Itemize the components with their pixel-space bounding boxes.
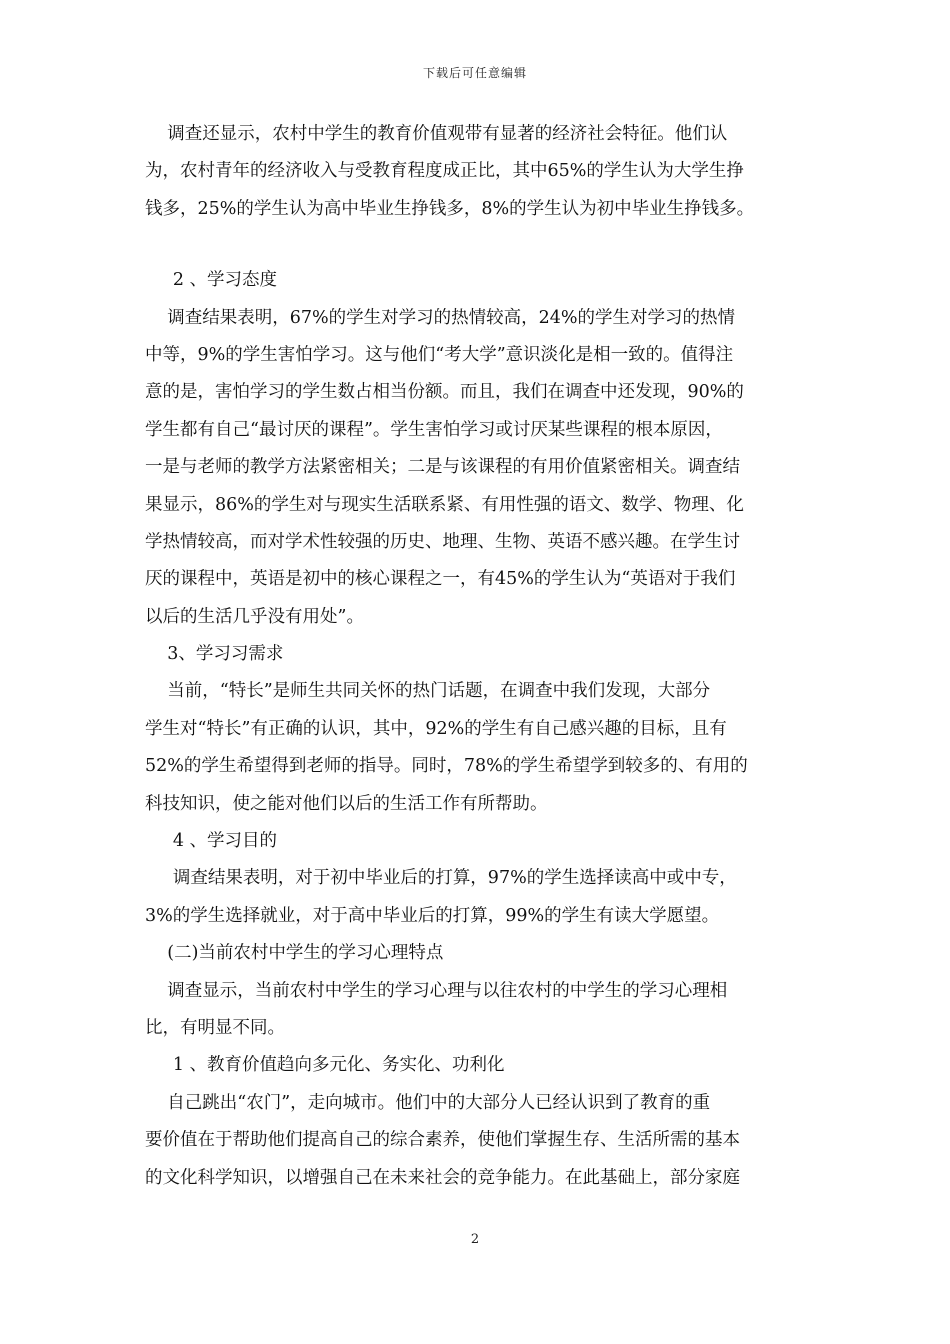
text-line: 钱多，25%的学生认为高中毕业生挣钱多，8%的学生认为初中毕业生挣钱多。 <box>145 198 755 219</box>
text-line: 厌的课程中，英语是初中的核心课程之一，有45%的学生认为“英语对于我们 <box>145 569 736 590</box>
section-heading-education-value-trend: 1 、教育价值趋向多元化、务实化、功利化 <box>145 1055 505 1076</box>
text-line: 调查还显示，农村中学生的教育价值观带有显著的经济社会特征。他们认 <box>145 124 728 144</box>
paragraph-education-value-trend <box>145 1085 810 1197</box>
paragraph-economic-values <box>145 116 810 228</box>
text-line: 为，农村青年的经济收入与受教育程度成正比，其中65%的学生认为大学生挣 <box>145 161 744 182</box>
paragraph-learning-goals <box>145 860 810 935</box>
text-line: 的文化科学知识，以增强自己在未来社会的竞争能力。在此基础上，部分家庭 <box>145 1167 740 1188</box>
section-heading-learning-needs: 3、学习习需求 <box>145 644 284 665</box>
text-line: 3%的学生选择就业，对于高中毕业后的打算，99%的学生有读大学愿望。 <box>145 905 720 926</box>
text-line: 学生对“特长”有正确的认识，其中，92%的学生有自己感兴趣的目标，且有 <box>145 718 727 739</box>
paragraph-learning-psychology <box>145 973 810 1048</box>
text-line: 调查结果表明，67%的学生对学习的热情较高，24%的学生对学习的热情 <box>145 307 736 328</box>
text-line: 学热情较高，而对学术性较强的历史、地理、生物、英语不感兴趣。在学生讨 <box>145 531 740 552</box>
section-heading-learning-psychology: (二)当前农村中学生的学习心理特点 <box>145 943 444 964</box>
page-header: 下载后可任意编辑 <box>422 66 527 80</box>
text-line: 意的是，害怕学习的学生数占相当份额。而且，我们在调查中还发现，90%的 <box>145 382 744 403</box>
section-heading-learning-goals: 4 、学习目的 <box>145 831 278 852</box>
section-heading-learning-attitude: 2 、学习态度 <box>145 270 278 291</box>
text-line: 果显示，86%的学生对与现实生活联系紧、有用性强的语文、数学、物理、化 <box>145 494 744 515</box>
paragraph-learning-attitude <box>145 300 810 637</box>
text-line: 调查显示，当前农村中学生的学习心理与以往农村的中学生的学习心理相 <box>145 980 728 1001</box>
text-line: 以后的生活几乎没有用处”。 <box>145 606 364 627</box>
text-line: 一是与老师的教学方法紧密相关；二是与该课程的有用价值紧密相关。调查结 <box>145 457 740 478</box>
text-line: 学生都有自己“最讨厌的课程”。学生害怕学习或讨厌某些课程的根本原因， <box>145 419 723 440</box>
paragraph-learning-needs <box>145 673 810 823</box>
text-line: 中等，9%的学生害怕学习。这与他们“考大学”意识淡化是相一致的。值得注 <box>145 344 734 365</box>
text-line: 自己跳出“农门”，走向城市。他们中的大部分人已经认识到了教育的重 <box>145 1092 711 1113</box>
text-line: 要价值在于帮助他们提高自己的综合素养，使他们掌握生存、生活所需的基本 <box>145 1130 740 1151</box>
text-line: 调查结果表明，对于初中毕业后的打算，97%的学生选择读高中或中专， <box>145 868 737 889</box>
text-line: 科技知识，使之能对他们以后的生活工作有所帮助。 <box>145 793 548 814</box>
text-line: 当前，“特长”是师生共同关怀的热门话题，在调查中我们发现，大部分 <box>145 681 711 702</box>
document-body <box>145 116 810 1197</box>
text-line: 比，有明显不同。 <box>145 1017 285 1038</box>
text-line: 52%的学生希望得到老师的指导。同时，78%的学生希望学到较多的、有用的 <box>145 756 748 777</box>
paragraph-gap <box>145 228 810 262</box>
page-number: 2 <box>470 1232 480 1247</box>
